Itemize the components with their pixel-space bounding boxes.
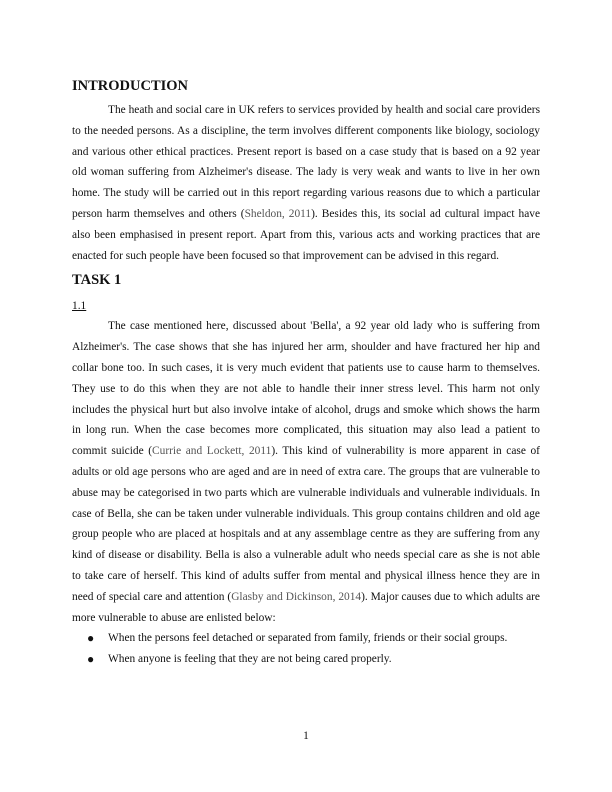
bullet-icon: ●: [87, 631, 95, 646]
introduction-heading: INTRODUCTION: [72, 78, 189, 94]
bullet-icon: ●: [87, 652, 95, 667]
task-1-heading: TASK 1: [72, 272, 122, 289]
section-1-1-heading: 1.1: [72, 300, 87, 313]
list-item: ● When anyone is feeling that they are not being cared properly.: [72, 649, 540, 670]
citation: Currie and Lockett, 2011: [152, 445, 272, 458]
list-item: ● When the persons feel detached or separated from family, friends or their social groups.: [72, 628, 540, 649]
causes-list: [72, 628, 540, 670]
introduction-paragraph: The heath and social care in UK refers to services provided by health and social care providers to the needed persons. As a discipline, the term involves different components like biology, sociology and various other ethical practices. Present report is based on a case study that is based on a 92 year old woman suffering from Alzheimer's disease. The lady is very weak and wants to live in her own home. The study will be carried out in this report regarding various reasons due to which a particular person harm themselves and others (Sheldon, 2011). Besides this, its social ad cultural impact have also been emphasised in present report. Apart from this, various acts and working practices that are enacted for such people have been focused so that improvement can be advised in this regard.: [72, 104, 541, 262]
document-page: [72, 76, 540, 670]
citation: Glasby and Dickinson, 2014: [231, 590, 362, 603]
page-number: 1: [303, 730, 309, 742]
citation: Sheldon, 2011: [244, 207, 312, 220]
task-1-paragraph: The case mentioned here, discussed about 'Bella', a 92 year old lady who is suffering from Alzheimer's. The case shows that she has injured her arm, shoulder and have fractured her hip and collar bone too. In such cases, it is very much evident that patients use to cause harm to themselves. They use to do this when they are not able to handle their inner stress level. This harm not only includes the physical hurt but also involve intake of alcohol, drugs and smoke which shows the harm in long run. When the case becomes more complicated, this situation may also lead a patient to commit suicide (Currie and Lockett, 2011). This kind of vulnerability is more apparent in case of adults or old age persons who are aged and are in need of extra care. The groups that are vulnerable to abuse may be categorised in two parts which are vulnerable individuals and vulnerable individuals. In case of Bella, she can be taken under vulnerable individuals. This group contains children and old age group people who are placed at hospitals and at any assemblage centre as they are suffering from any kind of disease or disability. Bella is also a vulnerable adult who needs special care as she is not able to take care of herself. This kind of adults suffer from mental and physical illness hence they are in need of special care and attention (Glasby and Dickinson, 2014). Major causes due to which adults are more vulnerable to abuse are enlisted below:: [72, 320, 540, 624]
